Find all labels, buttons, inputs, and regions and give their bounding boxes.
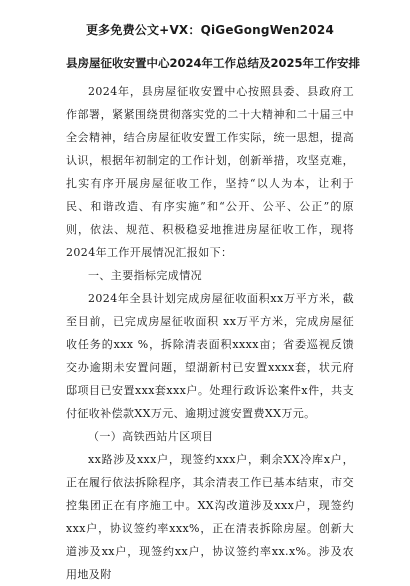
section-paragraph: 2024年全县计划完成房屋征收面积xx万平方米，截至目前，已完成房屋征收面积 xx万平方米，完成房屋征收任务的xxx %，拆除清表面积xxxx亩；省委巡视反馈交办逾期未安置问题，望湖新村已安置xxxx套，状元府邸项目已安置xxx套xxx户。处理行政诉讼案件x件，共支付征收补偿款XX万元、逾期过渡安置费XX万元。 — [66, 292, 354, 420]
subsection-paragraph: xx路涉及xxx户，现签约xxx户，剩余XX冷库x户，正在履行依法拆除程序，其余清表工作已基本结束，市交控集团正在有序施工中。XX沟改道涉及xxx户，现签约xxx户，协议签约率xxx%，正在清表拆除房屋。创新大道涉及xx户，现签约xx户，协议签约率xx.x%。涉及农用地及附 — [66, 453, 354, 581]
promo-banner: 更多免费公文+VX：QiGeGongWen2024 — [85, 23, 334, 37]
intro-paragraph: 2024年，县房屋征收安置中心按照县委、县政府工作部署，紧紧围绕贯彻落实党的二十大精神和二十届三中全会精神，结合房屋征收安置工作实际，统一思想，提高认识，根据年初制定的工作计划，创新举措，攻坚克难，扎实有序开展房屋征收工作，坚持“以人为本，让利于民、和谐改造、有序实施”和“公开、公平、公正”的原则，依法、规范、积极稳妥地推进房屋征收工作，现将2024年工作开展情况汇报如下： — [66, 85, 354, 259]
section-heading: 一、主要指标完成情况 — [88, 269, 202, 282]
document-title: 县房屋征收安置中心2024年工作总结及2025年工作安排 — [66, 56, 361, 70]
subsection-heading: （一）高铁西站片区项目 — [88, 430, 214, 443]
